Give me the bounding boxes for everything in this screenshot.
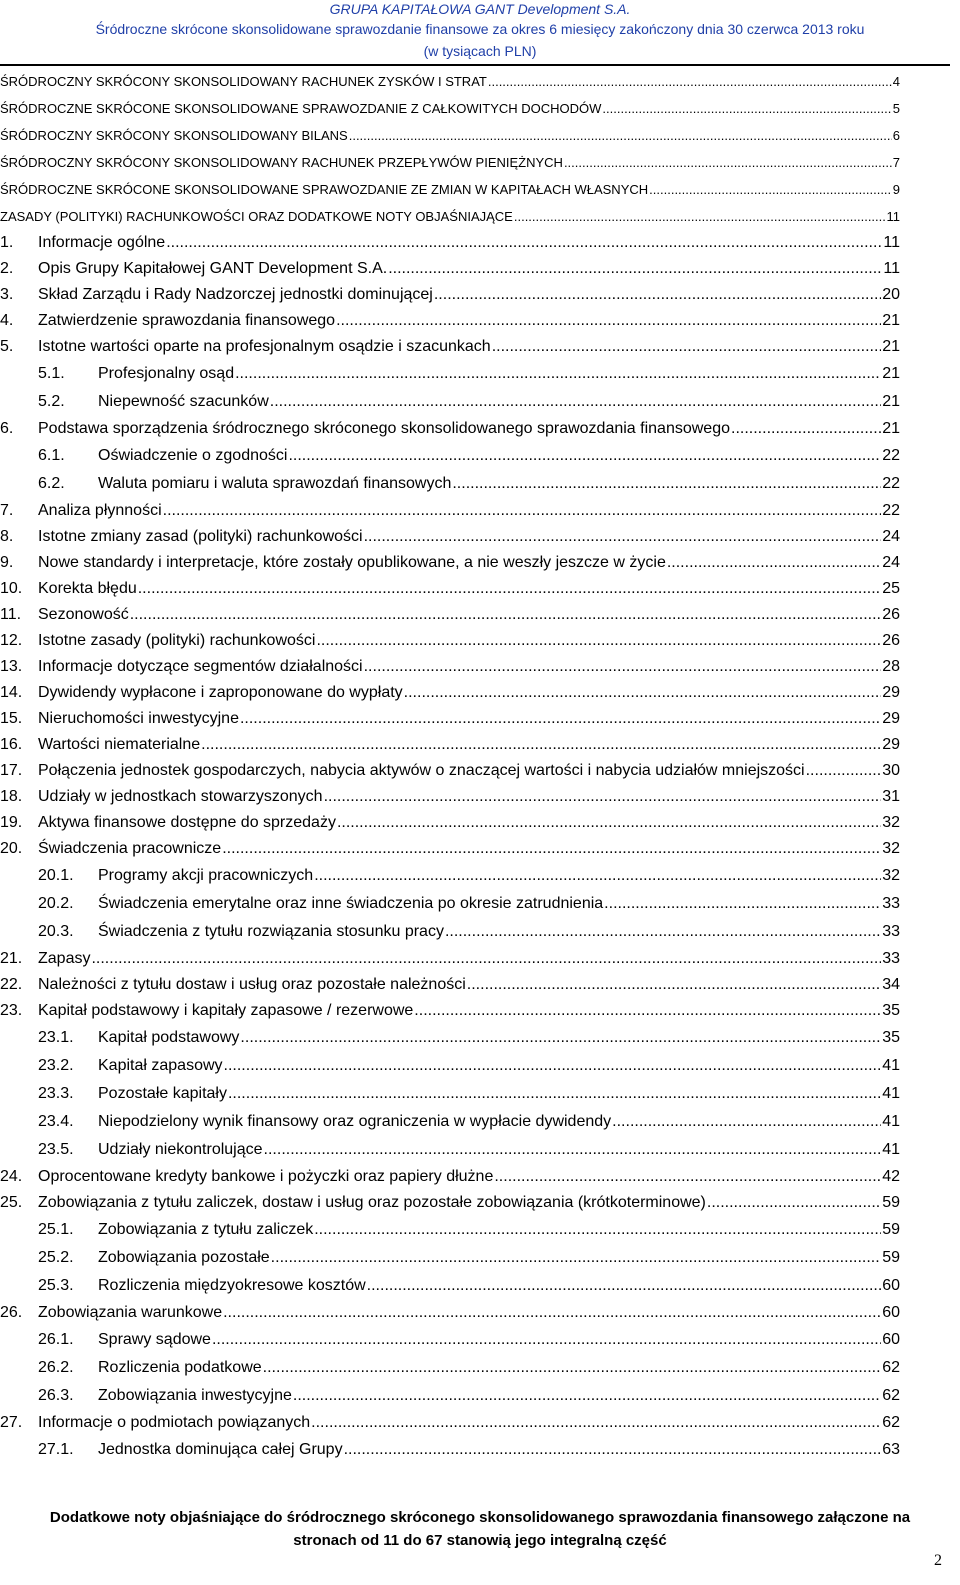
toc-entry-page: 21 xyxy=(882,338,900,355)
toc-entry-number: 26. xyxy=(0,1304,23,1321)
toc-entry-number: 22. xyxy=(0,976,23,993)
toc-entry-number: 5.1. xyxy=(38,365,65,382)
currency-unit: (w tysiącach PLN) xyxy=(423,43,537,59)
toc-entry-number: 24. xyxy=(0,1168,23,1185)
toc-entry-number: 12. xyxy=(0,632,23,649)
toc-entry-title: Podstawa sporządzenia śródrocznego skróconego skonsolidowanego sprawozdania finansowego xyxy=(38,420,730,437)
toc-entry-number: 7. xyxy=(0,502,14,519)
toc-entry-page: 22 xyxy=(882,447,900,464)
toc-entry-title: Istotne zasady (polityki) rachunkowości xyxy=(38,632,316,649)
toc-leader-dots xyxy=(166,230,882,256)
toc-leader-dots xyxy=(388,256,882,282)
toc-entry-number: 26.2. xyxy=(38,1359,74,1376)
toc-entry-title: Kapitał zapasowy xyxy=(98,1057,223,1074)
toc-leader-dots xyxy=(138,576,881,602)
toc-entry-title: Istotne wartości oparte na profesjonalnym osądzie i szacunkach xyxy=(38,338,491,355)
toc-entry-page: 29 xyxy=(882,736,900,753)
toc-entry-number: 1. xyxy=(0,234,14,251)
toc-entry[interactable] xyxy=(0,1354,900,1382)
toc-leader-dots xyxy=(263,1354,882,1382)
toc-entry-title: Zatwierdzenie sprawozdania finansowego xyxy=(38,312,336,329)
toc-entry-number: 4. xyxy=(0,312,14,329)
toc-entry-title: Sezonowość xyxy=(38,606,129,623)
toc-entry[interactable] xyxy=(0,1164,900,1190)
toc-entry-title: ZASADY (POLITYKI) RACHUNKOWOŚCI ORAZ DODATKOWE NOTY OBJAŚNIAJĄCE xyxy=(0,209,513,224)
toc-entry[interactable] xyxy=(0,334,900,360)
header-rule xyxy=(0,64,950,66)
toc-entry-number: 26.1. xyxy=(38,1331,74,1348)
toc-entry-number: 19. xyxy=(0,814,23,831)
toc-entry-title: ŚRÓDROCZNY SKRÓCONY SKONSOLIDOWANY BILANS xyxy=(0,128,348,143)
toc-entry-page: 60 xyxy=(882,1277,900,1294)
toc-entry-page: 28 xyxy=(882,658,900,675)
toc-entry-page: 31 xyxy=(882,788,900,805)
toc-entry[interactable] xyxy=(0,550,900,576)
toc-entry[interactable] xyxy=(0,1272,900,1300)
toc-entry-page: 59 xyxy=(882,1194,900,1211)
toc-leader-dots xyxy=(228,1080,881,1108)
toc-leader-dots xyxy=(404,680,882,706)
toc-entry-number: 10. xyxy=(0,580,23,597)
toc-leader-dots xyxy=(564,149,892,176)
toc-entry[interactable] xyxy=(0,862,900,890)
toc-leader-dots xyxy=(364,654,882,680)
toc-entry-page: 60 xyxy=(882,1304,900,1321)
toc-entry[interactable] xyxy=(0,1108,900,1136)
toc-entry[interactable] xyxy=(0,1300,900,1326)
company-name: GRUPA KAPITAŁOWA GANT Development S.A. xyxy=(329,1,631,17)
toc-entry-page: 59 xyxy=(882,1221,900,1238)
toc-entry-page: 33 xyxy=(882,895,900,912)
toc-entry-title: Kapitał podstawowy i kapitały zapasowe / rezerwowe xyxy=(38,1002,414,1019)
toc-entry-number: 25. xyxy=(0,1194,23,1211)
toc-entry-title: Programy akcji pracowniczych xyxy=(98,867,314,884)
toc-entry-title: Świadczenia emerytalne oraz inne świadczenia po okresie zatrudnienia xyxy=(98,895,604,912)
toc-entry-page: 7 xyxy=(892,155,900,170)
toc-leader-dots xyxy=(367,1272,882,1300)
toc-entry-page: 41 xyxy=(882,1113,900,1130)
toc-entry-number: 25.2. xyxy=(38,1249,74,1266)
toc-leader-dots xyxy=(514,203,886,230)
toc-entry-page: 21 xyxy=(882,393,900,410)
toc-entry[interactable] xyxy=(0,836,900,862)
toc-leader-dots xyxy=(364,524,882,550)
toc-leader-dots xyxy=(163,498,882,524)
toc-leader-dots xyxy=(494,1164,881,1190)
toc-entry-number: 20. xyxy=(0,840,23,857)
toc-entry-title: Niepewność szacunków xyxy=(98,393,269,410)
toc-entry[interactable] xyxy=(0,176,900,203)
toc-entry[interactable] xyxy=(0,122,900,149)
toc-entry-page: 29 xyxy=(882,710,900,727)
toc-entry[interactable] xyxy=(0,524,900,550)
toc-entry-title: Informacje dotyczące segmentów działalności xyxy=(38,658,363,675)
toc-leader-dots xyxy=(344,1436,882,1464)
toc-entry-title: Zobowiązania z tytułu zaliczek, dostaw i usług oraz pozostałe zobowiązania (krótkoterminowe) xyxy=(38,1194,706,1211)
toc-entry-number: 9. xyxy=(0,554,14,571)
toc-entry-title: Rozliczenia podatkowe xyxy=(98,1359,262,1376)
toc-entry-number: 23.5. xyxy=(38,1141,74,1158)
toc-entry[interactable] xyxy=(0,758,900,784)
toc-entry[interactable] xyxy=(0,1136,900,1164)
toc-entry[interactable] xyxy=(0,470,900,498)
toc-entry-page: 62 xyxy=(882,1414,900,1431)
toc-entry-title: Analiza płynności xyxy=(38,502,162,519)
toc-entry-page: 11 xyxy=(883,260,900,277)
toc-leader-dots xyxy=(731,416,881,442)
toc-entry-title: ŚRÓDROCZNE SKRÓCONE SKONSOLIDOWANE SPRAWOZDANIE Z CAŁKOWITYCH DOCHODÓW xyxy=(0,101,602,116)
toc-entry[interactable] xyxy=(0,149,900,176)
toc-entry[interactable] xyxy=(0,1024,900,1052)
toc-leader-dots xyxy=(222,836,881,862)
toc-entry-title: Należności z tytułu dostaw i usług oraz pozostałe należności xyxy=(38,976,466,993)
toc-entry[interactable] xyxy=(0,388,900,416)
toc-entry-number: 23.1. xyxy=(38,1029,74,1046)
toc-notes-list xyxy=(0,230,900,1464)
toc-leader-dots xyxy=(224,1052,882,1080)
toc-entry-page: 5 xyxy=(892,101,900,116)
toc-entry-page: 59 xyxy=(882,1249,900,1266)
toc-entry-title: Profesjonalny osąd xyxy=(98,365,235,382)
toc-entry-page: 63 xyxy=(882,1441,900,1458)
toc-entry[interactable] xyxy=(0,1436,900,1464)
toc-entry-title: Dywidendy wypłacone i zaproponowane do wypłaty xyxy=(38,684,403,701)
toc-entry-page: 32 xyxy=(882,840,900,857)
toc-entry-page: 20 xyxy=(882,286,900,303)
toc-entry-number: 23.4. xyxy=(38,1113,74,1130)
toc-entry-page: 41 xyxy=(882,1057,900,1074)
toc-entry-number: 2. xyxy=(0,260,14,277)
toc-entry-number: 13. xyxy=(0,658,23,675)
toc-entry-title: Nieruchomości inwestycyjne xyxy=(38,710,239,727)
toc-entry-page: 26 xyxy=(882,606,900,623)
report-title: Śródroczne skrócone skonsolidowane sprawozdanie finansowe za okres 6 miesięcy zakończony dnia 30 czerwca 2013 roku xyxy=(95,21,865,37)
toc-entry-title: Informacje ogólne xyxy=(38,234,166,251)
toc-leader-dots xyxy=(212,1326,881,1354)
toc-entry[interactable] xyxy=(0,498,900,524)
toc-entry[interactable] xyxy=(0,416,900,442)
toc-entry-page: 24 xyxy=(882,528,900,545)
toc-entry[interactable] xyxy=(0,890,900,918)
toc-leader-dots xyxy=(271,1244,882,1272)
toc-entry-number: 17. xyxy=(0,762,23,779)
toc-entry-title: Świadczenia z tytułu rozwiązania stosunku pracy xyxy=(98,923,444,940)
toc-leader-dots xyxy=(445,918,881,946)
toc-entry[interactable] xyxy=(0,998,900,1024)
toc-entry[interactable] xyxy=(0,810,900,836)
toc-entry-title: ŚRÓDROCZNY SKRÓCONY SKONSOLIDOWANY RACHUNEK PRZEPŁYWÓW PIENIĘŻNYCH xyxy=(0,155,563,170)
toc-entry-page: 29 xyxy=(882,684,900,701)
toc-entry[interactable] xyxy=(0,1080,900,1108)
toc-entry-page: 21 xyxy=(882,420,900,437)
toc-entry-number: 15. xyxy=(0,710,23,727)
toc-leader-dots xyxy=(288,442,881,470)
toc-leader-dots xyxy=(336,308,881,334)
toc-leader-dots xyxy=(316,628,881,654)
toc-entry-title: Oświadczenie o zgodności xyxy=(98,447,288,464)
toc-leader-dots xyxy=(235,360,881,388)
toc-entry[interactable] xyxy=(0,230,900,256)
toc-entry-number: 21. xyxy=(0,950,23,967)
toc-leader-dots xyxy=(452,470,881,498)
toc-entry-page: 4 xyxy=(892,74,900,89)
toc-entry-number: 23.2. xyxy=(38,1057,74,1074)
toc-leader-dots xyxy=(806,758,882,784)
toc-leader-dots xyxy=(467,972,881,998)
toc-entry-page: 41 xyxy=(882,1085,900,1102)
toc-entry-page: 34 xyxy=(882,976,900,993)
page-number: 2 xyxy=(934,1552,942,1569)
toc-entry[interactable] xyxy=(0,308,900,334)
toc-entry-number: 27.1. xyxy=(38,1441,74,1458)
toc-entry[interactable] xyxy=(0,1326,900,1354)
toc-entry-number: 3. xyxy=(0,286,14,303)
toc-entry-title: Kapitał podstawowy xyxy=(98,1029,240,1046)
toc-entry-title: Zobowiązania warunkowe xyxy=(38,1304,223,1321)
toc-entry-number: 5. xyxy=(0,338,14,355)
toc-entry-title: Istotne zmiany zasad (polityki) rachunkowości xyxy=(38,528,363,545)
toc-entry-title: Zobowiązania z tytułu zaliczek xyxy=(98,1221,314,1238)
toc-leader-dots xyxy=(314,862,881,890)
toc-entry[interactable] xyxy=(0,706,900,732)
toc-entry-page: 42 xyxy=(882,1168,900,1185)
footer-note-line1: Dodatkowe noty objaśniające do śródrocznego skróconego skonsolidowanego sprawozdania finansowego załączone na xyxy=(49,1509,911,1526)
toc-entry-title: Połączenia jednostek gospodarczych, nabycia aktywów o znaczącej wartości i nabycia udziałów mniejszości xyxy=(38,762,805,779)
toc-entry-page: 22 xyxy=(882,475,900,492)
toc-entry[interactable] xyxy=(0,680,900,706)
toc-entry-page: 9 xyxy=(892,182,900,197)
toc-leader-dots xyxy=(223,1300,881,1326)
footer-note-line2: stronach od 11 do 67 stanowią jego integralną część xyxy=(293,1532,667,1549)
toc-entry-number: 14. xyxy=(0,684,23,701)
toc-entry-number: 6.2. xyxy=(38,475,65,492)
toc-entry[interactable] xyxy=(0,1244,900,1272)
toc-entry-page: 26 xyxy=(882,632,900,649)
toc-entry-title: Świadczenia pracownicze xyxy=(38,840,222,857)
toc-entry-page: 35 xyxy=(882,1002,900,1019)
toc-entry-title: Udziały w jednostkach stowarzyszonych xyxy=(38,788,323,805)
toc-leader-dots xyxy=(604,890,881,918)
toc-entry-number: 23. xyxy=(0,1002,23,1019)
toc-entry-title: Udziały niekontrolujące xyxy=(98,1141,263,1158)
toc-leader-dots xyxy=(488,68,892,95)
toc-entry[interactable] xyxy=(0,1382,900,1410)
toc-entry-page: 32 xyxy=(882,814,900,831)
toc-entry[interactable] xyxy=(0,654,900,680)
toc-entry-title: Pozostałe kapitały xyxy=(98,1085,227,1102)
toc-entry[interactable] xyxy=(0,1052,900,1080)
toc-entry-page: 62 xyxy=(882,1387,900,1404)
toc-entry-title: Sprawy sądowe xyxy=(98,1331,211,1348)
toc-entry-number: 23.3. xyxy=(38,1085,74,1102)
toc-leader-dots xyxy=(264,1136,882,1164)
toc-entry-title: Zobowiązania pozostałe xyxy=(98,1249,270,1266)
toc-entry-title: Wartości niematerialne xyxy=(38,736,201,753)
toc-entry-number: 25.3. xyxy=(38,1277,74,1294)
toc-entry-page: 21 xyxy=(882,312,900,329)
toc-leader-dots xyxy=(612,1108,881,1136)
toc-entry-number: 5.2. xyxy=(38,393,65,410)
toc-entry-page: 24 xyxy=(882,554,900,571)
toc-entry-title: Rozliczenia międzyokresowe kosztów xyxy=(98,1277,366,1294)
toc-entry[interactable] xyxy=(0,918,900,946)
toc-entry[interactable] xyxy=(0,256,900,282)
toc-entry-page: 30 xyxy=(882,762,900,779)
toc-entry[interactable] xyxy=(0,946,900,972)
toc-entry-title: Zapasy xyxy=(38,950,91,967)
toc-entry[interactable] xyxy=(0,784,900,810)
toc-entry-page: 11 xyxy=(883,234,900,251)
toc-leader-dots xyxy=(314,1216,881,1244)
toc-leader-dots xyxy=(240,1024,881,1052)
toc-leader-dots xyxy=(707,1190,881,1216)
toc-entry-page: 62 xyxy=(882,1359,900,1376)
toc-entry-number: 20.3. xyxy=(38,923,74,940)
toc-leader-dots xyxy=(667,550,881,576)
toc-leader-dots xyxy=(324,784,882,810)
toc-entry-title: Niepodzielony wynik finansowy oraz ograniczenia w wypłacie dywidendy xyxy=(98,1113,612,1130)
toc-entry-page: 25 xyxy=(882,580,900,597)
toc-entry[interactable] xyxy=(0,282,900,308)
toc-entry-page: 60 xyxy=(882,1331,900,1348)
toc-entry-number: 11. xyxy=(0,606,22,623)
toc-entry[interactable] xyxy=(0,95,900,122)
toc-entry-title: Aktywa finansowe dostępne do sprzedaży xyxy=(38,814,336,831)
toc-entry-page: 21 xyxy=(882,365,900,382)
toc-entry-title: Oprocentowane kredyty bankowe i pożyczki oraz papiery dłużne xyxy=(38,1168,494,1185)
toc-entry-number: 6.1. xyxy=(38,447,65,464)
toc-entry[interactable] xyxy=(0,203,900,230)
toc-entry-title: Skład Zarządu i Rady Nadzorczej jednostki dominującej xyxy=(38,286,433,303)
toc-entry-page: 33 xyxy=(882,950,900,967)
toc-leader-dots xyxy=(649,176,892,203)
toc-entry-page: 35 xyxy=(882,1029,900,1046)
toc-entry-page: 22 xyxy=(882,502,900,519)
toc-entry[interactable] xyxy=(0,1190,900,1216)
toc-leader-dots xyxy=(293,1382,881,1410)
toc-entry-number: 26.3. xyxy=(38,1387,74,1404)
toc-entry-title: ŚRÓDROCZNE SKRÓCONE SKONSOLIDOWANE SPRAWOZDANIE ZE ZMIAN W KAPITAŁACH WŁASNYCH xyxy=(0,182,649,197)
toc-statements-list xyxy=(0,68,900,230)
toc-leader-dots xyxy=(349,122,892,149)
toc-entry[interactable] xyxy=(0,972,900,998)
toc-entry-page: 11 xyxy=(886,209,900,224)
toc-entry-page: 32 xyxy=(882,867,900,884)
toc-entry[interactable] xyxy=(0,1216,900,1244)
toc-entry[interactable] xyxy=(0,732,900,758)
toc-leader-dots xyxy=(130,602,881,628)
toc-leader-dots xyxy=(434,282,881,308)
toc-entry-page: 6 xyxy=(892,128,900,143)
toc-leader-dots xyxy=(337,810,881,836)
toc-entry-title: Waluta pomiaru i waluta sprawozdań finansowych xyxy=(98,475,452,492)
toc-leader-dots xyxy=(270,388,881,416)
toc-leader-dots xyxy=(240,706,881,732)
toc-entry-title: Zobowiązania inwestycyjne xyxy=(98,1387,292,1404)
toc-leader-dots xyxy=(201,732,881,758)
toc-entry-title: Informacje o podmiotach powiązanych xyxy=(38,1414,311,1431)
table-of-contents xyxy=(0,68,900,1464)
toc-entry-number: 27. xyxy=(0,1414,23,1431)
toc-entry-title: ŚRÓDROCZNY SKRÓCONY SKONSOLIDOWANY RACHUNEK ZYSKÓW I STRAT xyxy=(0,74,487,89)
toc-entry-page: 33 xyxy=(882,923,900,940)
toc-entry-title: Korekta błędu xyxy=(38,580,137,597)
toc-entry[interactable] xyxy=(0,628,900,654)
toc-entry-number: 18. xyxy=(0,788,23,805)
toc-entry-number: 25.1. xyxy=(38,1221,74,1238)
toc-leader-dots xyxy=(414,998,881,1024)
toc-entry-number: 8. xyxy=(0,528,14,545)
toc-entry-number: 6. xyxy=(0,420,14,437)
toc-leader-dots xyxy=(602,95,891,122)
toc-leader-dots xyxy=(91,946,881,972)
toc-leader-dots xyxy=(311,1410,881,1436)
toc-entry[interactable] xyxy=(0,576,900,602)
toc-entry[interactable] xyxy=(0,602,900,628)
toc-entry-number: 20.1. xyxy=(38,867,74,884)
toc-entry[interactable] xyxy=(0,1410,900,1436)
toc-leader-dots xyxy=(492,334,882,360)
toc-entry-number: 16. xyxy=(0,736,23,753)
toc-entry[interactable] xyxy=(0,442,900,470)
toc-entry-page: 41 xyxy=(882,1141,900,1158)
toc-entry-title: Opis Grupy Kapitałowej GANT Development S.A. xyxy=(38,260,388,277)
toc-entry[interactable] xyxy=(0,68,900,95)
toc-entry-number: 20.2. xyxy=(38,895,74,912)
toc-entry-title: Nowe standardy i interpretacje, które zostały opublikowane, a nie weszły jeszcze w życie xyxy=(38,554,666,571)
toc-entry-title: Jednostka dominująca całej Grupy xyxy=(98,1441,343,1458)
toc-entry[interactable] xyxy=(0,360,900,388)
